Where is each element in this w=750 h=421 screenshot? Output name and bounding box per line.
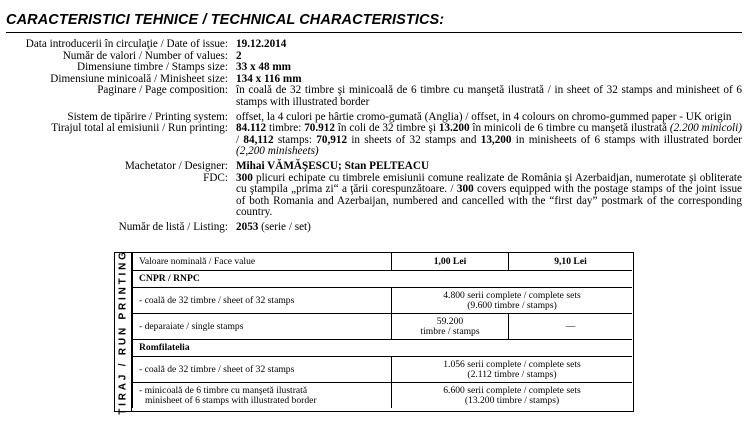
run-printing-grid <box>132 253 632 408</box>
spec-row-run-printing <box>4 123 746 158</box>
row-label: - coală de 32 timbre / sheet of 32 stamps <box>133 288 392 314</box>
spec-label: Data introducerii în circulaţie / Date of issue: <box>25 38 228 50</box>
section-row-romfilatelia <box>133 340 633 357</box>
spec-row-printing-system <box>4 109 746 124</box>
section-row-cnpr <box>133 271 633 288</box>
specs-table <box>4 39 746 234</box>
spec-row-designer <box>4 158 746 173</box>
row-value: 4.800 serii complete / complete sets (9.600 timbre / stamps) <box>392 288 633 314</box>
title-divider <box>6 32 742 33</box>
spec-row-listing <box>4 219 746 234</box>
spec-label: Dimensiune minicoală / Minisheet size: <box>50 72 228 85</box>
listing-value: 2053 (serie / set) <box>236 220 311 233</box>
row-value: 59.200 timbre / stamps <box>392 314 509 340</box>
spec-label: Dimensiune timbre / Stamps size: <box>76 61 228 74</box>
row-label: - coală de 32 timbre / sheet of 32 stamps <box>133 357 392 383</box>
spec-row-date <box>4 39 746 51</box>
spec-value: 33 x 48 mm <box>236 61 291 74</box>
table-row <box>133 357 633 383</box>
spec-label: Tirajul total al emisiunii / Run printing: <box>51 122 228 135</box>
row-value-empty: — <box>509 314 633 340</box>
spec-label: FDC: <box>203 171 228 184</box>
spec-value: Mihai VĂMĂŞESCU; Stan PELTEACU <box>236 159 430 172</box>
face-value-header: Valoare nominală / Face value <box>133 253 392 271</box>
table-row <box>133 314 633 340</box>
row-value: 1.056 serii complete / complete sets (2.112 timbre / stamps) <box>392 357 633 383</box>
table-header-row <box>133 253 633 271</box>
run-printing-value: 84.112 timbre: 70.912 în coli de 32 timbre şi 13.200 în minicoli de 6 timbre cu manşetă ilustrată (2.200 minicoli) / 84,112 stamps: 70,912 in sheets of 32 stamps and 13,200 in minisheets of 6 stamps with illustrated border (2,200 minisheets) <box>236 122 743 158</box>
table-row <box>133 288 633 314</box>
spec-row-fdc <box>4 173 746 219</box>
spec-label: Număr de listă / Listing: <box>118 220 228 233</box>
spec-label: Paginare / Page composition: <box>97 84 228 97</box>
row-label: - deparaiate / single stamps <box>133 314 392 340</box>
spec-label: Număr de valori / Number of values: <box>62 49 228 62</box>
row-value: 6.600 serii complete / complete sets (13.200 timbre / stamps) <box>392 383 633 409</box>
face-value-2: 9,10 Lei <box>554 255 587 267</box>
page-title: CARACTERISTICI TEHNICE / TECHNICAL CHARACTERISTICS: <box>6 12 445 28</box>
run-printing-table <box>114 249 634 415</box>
spec-value: 134 x 116 mm <box>236 72 302 85</box>
run-printing-side-label: TIRAJ / RUN PRINTING <box>115 253 132 411</box>
spec-value: 19.12.2014 <box>236 38 287 50</box>
row-label: - minicoală de 6 timbre cu manşetă ilustrată minisheet of 6 stamps with illustrated border <box>133 383 392 409</box>
spec-label: Machetator / Designer: <box>124 159 228 172</box>
spec-value: 2 <box>236 49 242 62</box>
spec-value: offset, la 4 culori pe hârtie cromo-gumată (Anglia) / offset, in 4 colours on chromo-gummed paper - UK origin <box>236 110 732 123</box>
fdc-value: 300 plicuri echipate cu timbrele emisiunii comune realizate de România şi Azerbaidjan, numerotate şi obliterate cu ştampila „prima zi“ a ţării corespunzătoare. / 300 covers equipped with the postage stamps of the joint issue of both Romania and Azerbaijan, numbered and cancelled with the “first day” postmark of the corresponding country. <box>236 171 742 219</box>
section-title: Romfilatelia <box>133 340 633 357</box>
face-value-1: 1,00 Lei <box>433 255 467 267</box>
spec-row-page-composition <box>4 85 746 108</box>
spec-label: Sistem de tipărire / Printing system: <box>67 110 228 123</box>
table-row <box>133 383 633 409</box>
spec-value: în coală de 32 timbre şi minicoală de 6 timbre cu manşetă ilustrată / in sheet of 32 stamps and minisheet of 6 stamps with illustrated border <box>236 84 742 108</box>
section-title: CNPR / RNPC <box>133 271 633 288</box>
